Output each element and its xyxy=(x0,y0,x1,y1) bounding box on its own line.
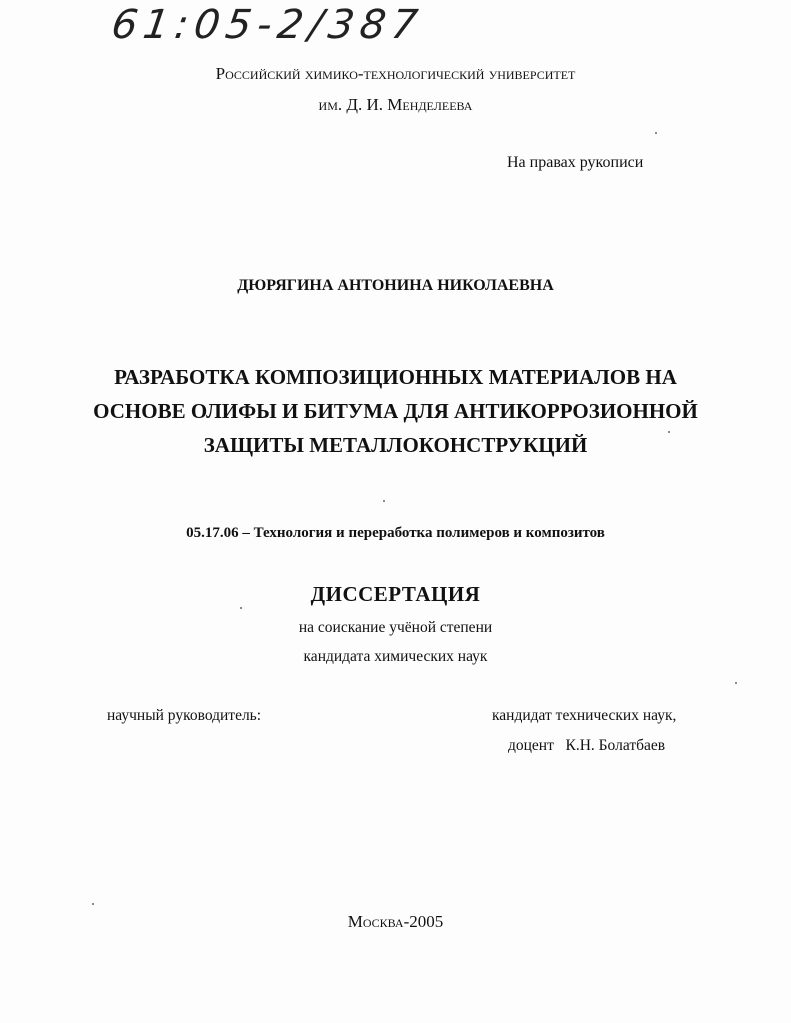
specialty-code: 05.17.06 – Технология и переработка полимеров и композитов xyxy=(186,525,605,541)
institution-name-line: им. Д. И. Менделеева xyxy=(318,95,473,114)
title-line-1: РАЗРАБОТКА КОМПОЗИЦИОННЫХ МАТЕРИАЛОВ НА xyxy=(114,365,677,389)
handwritten-catalog-number: 61:05-2/387 xyxy=(108,2,427,48)
institution-line: Российский химико-технологический университет xyxy=(215,64,576,83)
advisor-label: научный руководитель: xyxy=(107,707,262,724)
degree-line-1: на соискание учёной степени xyxy=(298,619,493,636)
scan-speck xyxy=(383,500,385,502)
title-line-2: ОСНОВЕ ОЛИФЫ И БИТУМА ДЛЯ АНТИКОРРОЗИОННОЙ xyxy=(93,399,698,423)
advisor-name: доцент К.Н. Болатбаев xyxy=(508,737,666,754)
author-name: ДЮРЯГИНА АНТОНИНА НИКОЛАЕВНА xyxy=(237,277,554,294)
scan-speck xyxy=(668,431,670,433)
scan-speck xyxy=(735,682,737,684)
scan-speck xyxy=(655,132,657,134)
title-line-3: ЗАЩИТЫ МЕТАЛЛОКОНСТРУКЦИЙ xyxy=(203,433,588,457)
dissertation-title xyxy=(0,360,791,462)
advisor-degree: кандидат технических наук, xyxy=(492,707,677,724)
scan-speck xyxy=(240,607,242,609)
document-type: ДИССЕРТАЦИЯ xyxy=(310,582,481,606)
rights-note: На правах рукописи xyxy=(507,154,644,171)
city-year: Москва-2005 xyxy=(347,912,444,931)
degree-line-2: кандидата химических наук xyxy=(303,648,488,665)
scan-speck xyxy=(92,903,94,905)
